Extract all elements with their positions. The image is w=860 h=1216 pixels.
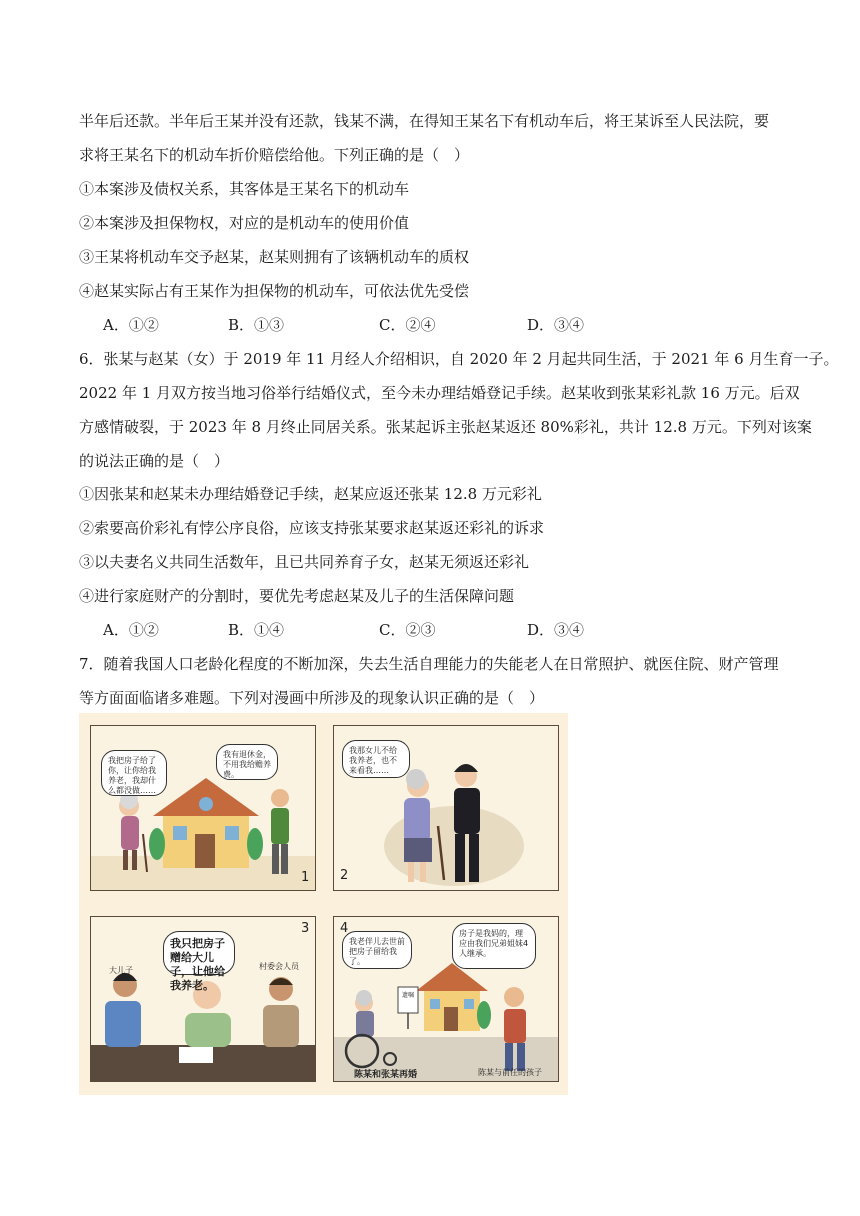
panel-2-number: 2 (340, 868, 349, 883)
q6-statement-4: ④进行家庭财产的分割时，要优先考虑赵某及儿子的生活保障问题 (79, 587, 515, 605)
panel-4-label-right: 陈某与前任的孩子 (478, 1068, 542, 1077)
panel-3-speech-bubble: 我只把房子赠给大儿子，让他给我养老。 (163, 931, 235, 975)
q5-text-line-2: 求将王某名下的机动车折价赔偿给他。下列正确的是（ ） (79, 146, 470, 164)
q6-option-d: D．③④ (527, 621, 585, 639)
q6-statement-3: ③以夫妻名义共同生活数年，且已共同养育子女，赵某无须返还彩礼 (79, 553, 530, 571)
q6-option-b: B．①④ (228, 621, 285, 639)
q5-option-d: D．③④ (527, 316, 585, 334)
comic-panel-2 (333, 725, 559, 891)
q6-option-a: A．①② (103, 621, 159, 639)
q6-text-line-1: 6．张某与赵某（女）于 2019 年 11 月经人介绍相识，自 2020 年 2 月起共同生活，于 2021 年 6 月生育一子。 (79, 350, 839, 368)
panel-1-speech-bubble-right: 我有退休金，不用我给赡养费。 (216, 744, 278, 780)
panel-1-speech-bubble-left: 我把房子给了你，让你给我养老，我却什么都没做…… (101, 750, 167, 796)
q6-text-line-3: 方感情破裂，于 2023 年 8 月终止同居关系。张某起诉主张赵某返还 80%彩礼，共计 12.8 万元。下列对该案 (79, 418, 812, 436)
comic-panel-1 (90, 725, 316, 891)
comic-panel-3 (90, 916, 316, 1082)
q6-statement-2: ②索要高价彩礼有悖公序良俗，应该支持张某要求赵某返还彩礼的诉求 (79, 519, 545, 537)
q6-option-c: C．②③ (379, 621, 436, 639)
panel-3-label-left: 大儿子 (109, 966, 133, 975)
q5-text-line-1: 半年后还款。半年后王某并没有还款，钱某不满，在得知王某名下有机动车后，将王某诉至人民法院，要 (79, 112, 770, 130)
q5-statement-3: ③王某将机动车交予赵某，赵某则拥有了该辆机动车的质权 (79, 248, 470, 266)
panel-4-speech-bubble-right: 房子是我妈的，理应由我们兄弟姐妹4人继承。 (452, 923, 536, 969)
panel-4-speech-bubble-left: 我老伴儿去世前把房子留给我了。 (342, 931, 412, 969)
panel-4-will-sign: 遗嘱 (402, 992, 415, 999)
q7-text-line-1: 7．随着我国人口老龄化程度的不断加深，失去生活自理能力的失能老人在日常照护、就医住院、财产管理 (79, 655, 779, 673)
q6-statement-1: ①因张某和赵某未办理结婚登记手续，赵某应返还张某 12.8 万元彩礼 (79, 485, 542, 503)
q5-statement-4: ④赵某实际占有王某作为担保物的机动车，可依法优先受偿 (79, 282, 470, 300)
comic-illustration (79, 713, 568, 1095)
panel-4-label-left: 陈某和张某再婚 (354, 1070, 418, 1080)
q6-text-line-2: 2022 年 1 月双方按当地习俗举行结婚仪式，至今未办理结婚登记手续。赵某收到张某彩礼款 16 万元。后双 (79, 384, 800, 402)
q5-option-c: C．②④ (379, 316, 436, 334)
panel-2-speech-bubble: 我那女儿不给我养老，也不来看我…… (342, 740, 410, 778)
panel-4-number: 4 (340, 921, 349, 936)
q6-text-line-4: 的说法正确的是（ ） (79, 452, 230, 470)
panel-1-number: 1 (301, 870, 310, 885)
panel-3-label-right: 村委会人员 (259, 962, 299, 971)
q5-statement-1: ①本案涉及债权关系，其客体是王某名下的机动车 (79, 180, 410, 198)
q7-text-line-2: 等方面面临诸多难题。下列对漫画中所涉及的现象认识正确的是（ ） (79, 689, 545, 707)
comic-panel-4 (333, 916, 559, 1082)
q5-option-b: B．①③ (228, 316, 285, 334)
panel-3-number: 3 (301, 921, 310, 936)
q5-option-a: A．①② (103, 316, 159, 334)
q5-statement-2: ②本案涉及担保物权，对应的是机动车的使用价值 (79, 214, 410, 232)
